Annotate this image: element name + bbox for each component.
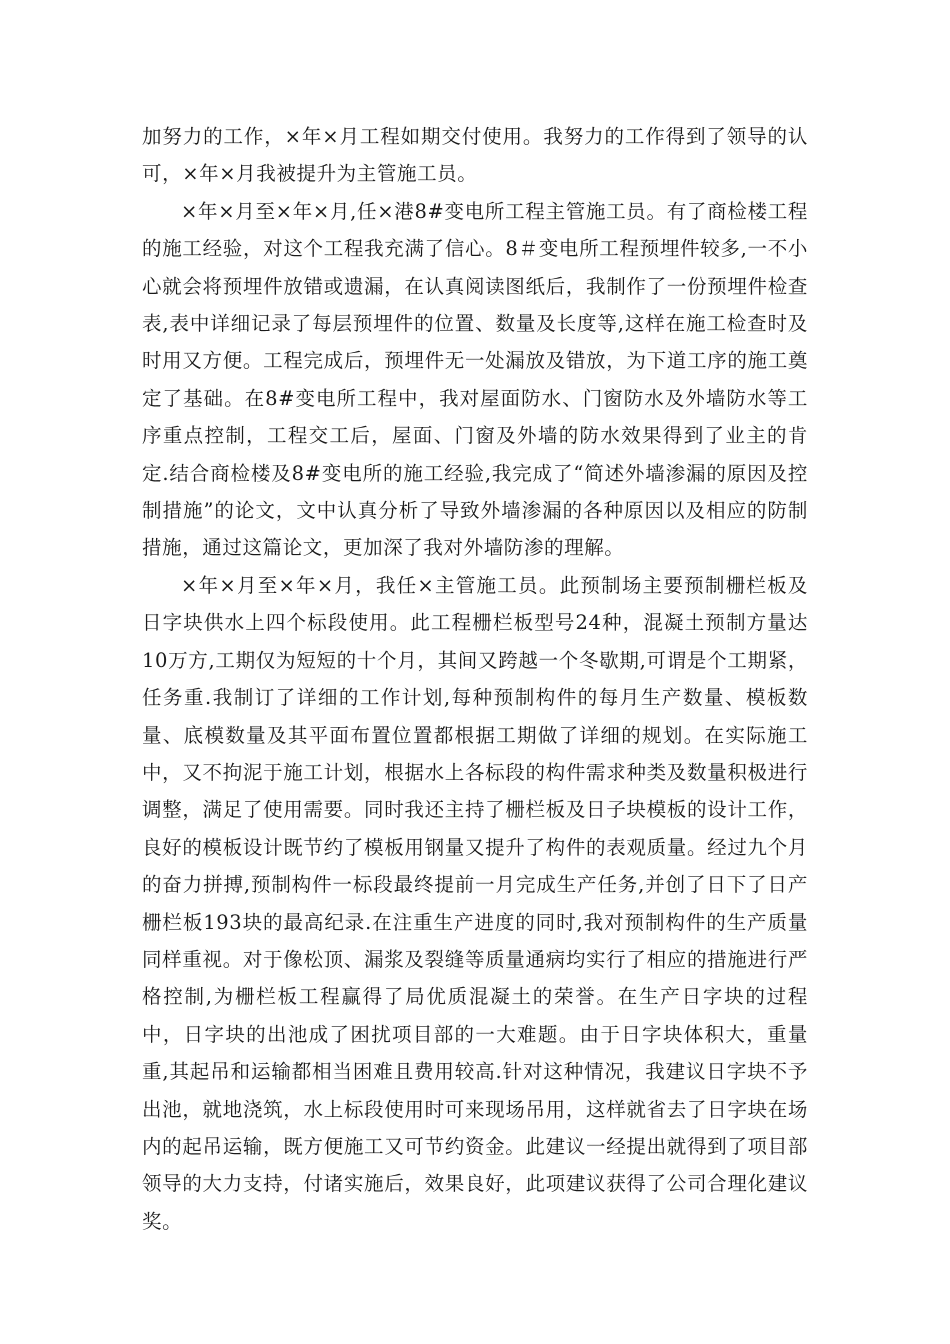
paragraph-1: 加努力的工作，×年×月工程如期交付使用。我努力的工作得到了领导的认可，×年×月我被提升为主管施工员。 (142, 125, 808, 186)
paragraph-3: ×年×月至×年×月，我任×主管施工员。此预制场主要预制栅栏板及日字块供水上四个标段使用。此工程栅栏板型号24种，混凝土预制方量达10万方,工期仅为短短的十个月，其间又跨越一个冬歇期,可谓是个工期紧，任务重.我制订了详细的工作计划,每种预制构件的每月生产数量、模板数量、底模数量及其平面布置位置都根据工期做了详细的规划。在实际施工中，又不拘泥于施工计划，根据水上各标段的构件需求种类及数量积极进行调整，满足了使用需要。同时我还主持了栅栏板及日子块模板的设计工作，良好的模板设计既节约了模板用钢量又提升了构件的表观质量。经过九个月的奋力拼搏,预制构件一标段最终提前一月完成生产任务,并创了日下了日产栅栏板193块的最高纪录.在注重生产进度的同时,我对预制构件的生产质量同样重视。对于像松顶、漏浆及裂缝等质量通病均实行了相应的措施进行严格控制,为栅栏板工程赢得了局优质混凝土的荣誉。在生产日字块的过程中，日字块的出池成了困扰项目部的一大难题。由于日字块体积大，重量重,其起吊和运输都相当困难且费用较高.针对这种情况，我建议日字块不予出池，就地浇筑，水上标段使用时可来现场吊用，这样就省去了日字块在场内的起吊运输，既方便施工又可节约资金。此建议一经提出就得到了项目部领导的大力支持，付诸实施后，效果良好，此项建议获得了公司合理化建议奖。 (142, 573, 808, 1233)
paragraph-2: ×年×月至×年×月,任×港8#变电所工程主管施工员。有了商检楼工程的施工经验，对这个工程我充满了信心。8＃变电所工程预埋件较多,一不小心就会将预埋件放错或遗漏，在认真阅读图纸后，我制作了一份预埋件检查表,表中详细记录了每层预埋件的位置、数量及长度等,这样在施工检查时及时用又方便。工程完成后，预埋件无一处漏放及错放，为下道工序的施工奠定了基础。在8#变电所工程中，我对屋面防水、门窗防水及外墙防水等工序重点控制，工程交工后，屋面、门窗及外墙的防水效果得到了业主的肯定.结合商检楼及8#变电所的施工经验,我完成了“简述外墙渗漏的原因及控制措施”的论文，文中认真分析了导致外墙渗漏的各种原因以及相应的防制措施，通过这篇论文，更加深了我对外墙防渗的理解。 (142, 199, 808, 560)
document-body (142, 118, 808, 1240)
